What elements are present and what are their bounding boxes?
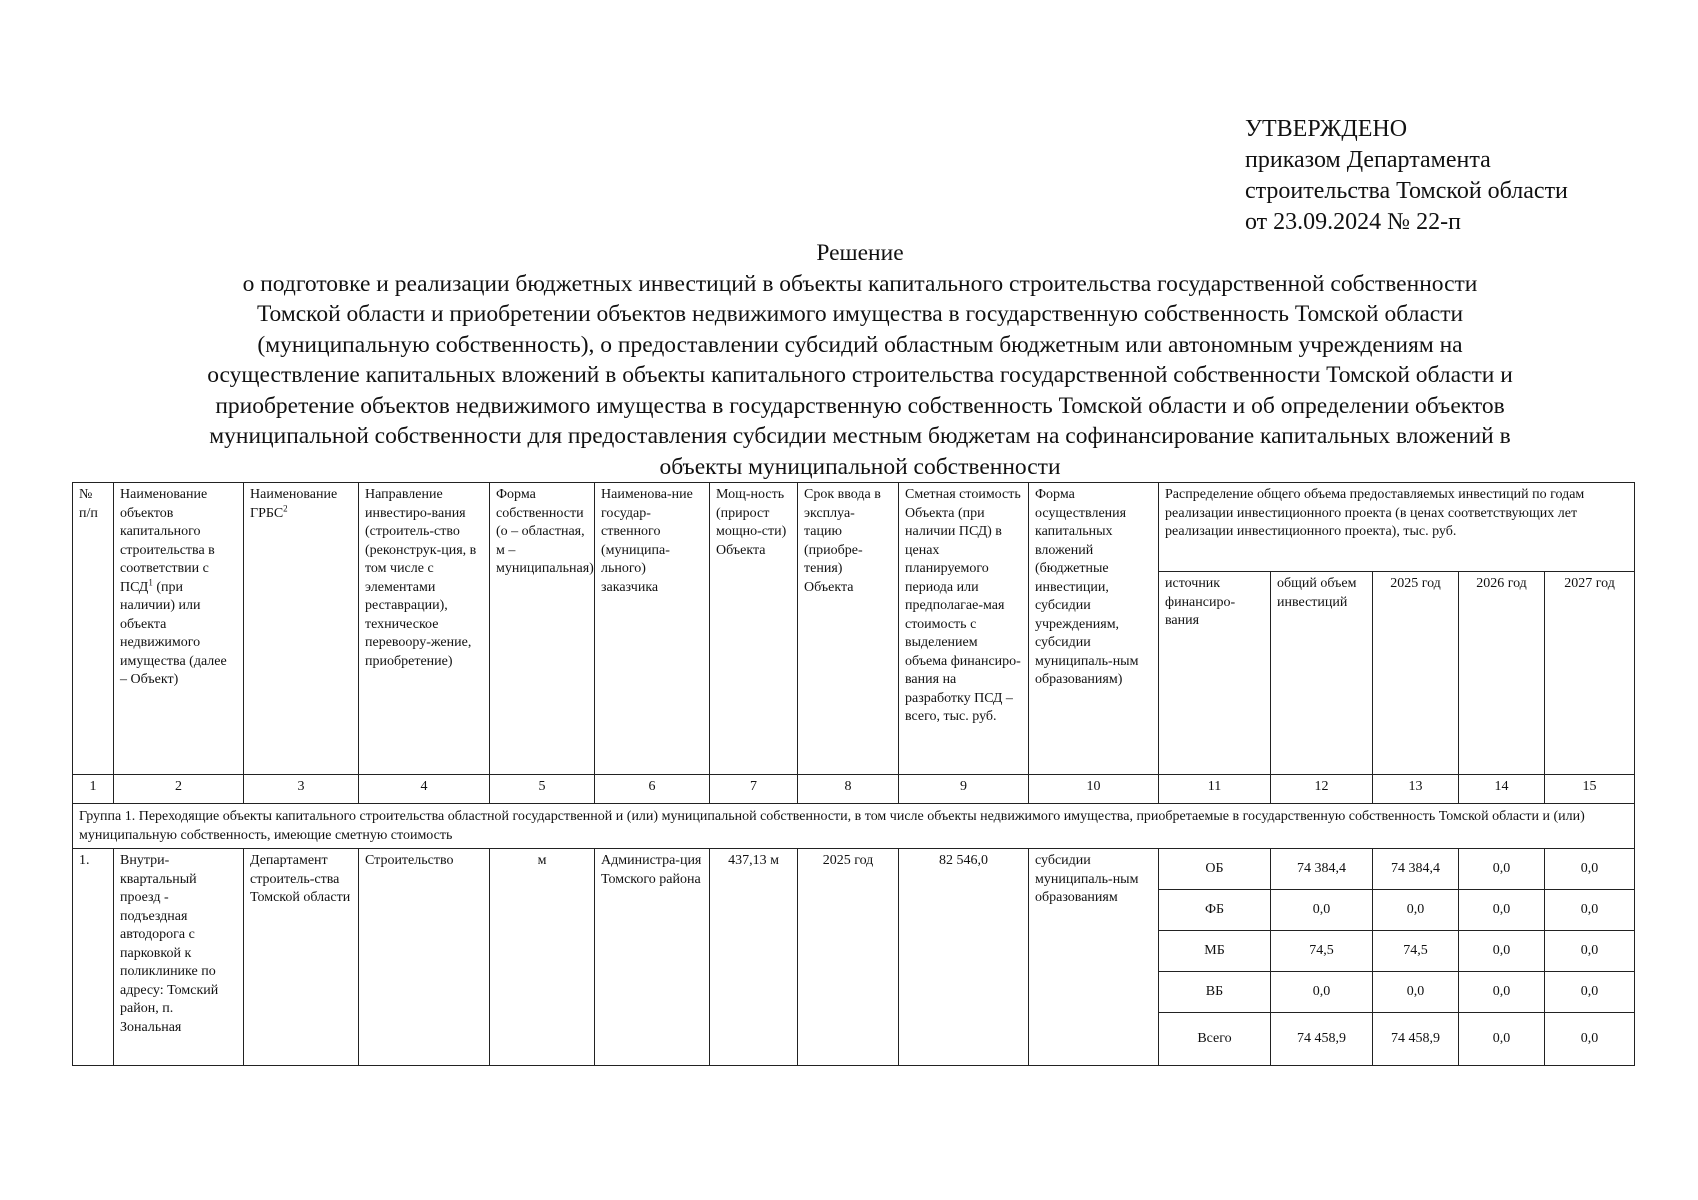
header-grbs-text: Наименование ГРБС — [250, 487, 338, 521]
column-number: 9 — [899, 775, 1029, 804]
header-distribution: Распределение общего объема предоставляемых инвестиций по годам реализации инвестиционного проекта (в ценах соответствующих лет реализации инвестиционного проекта), тыс. руб. — [1159, 483, 1635, 572]
header-2027: 2027 год — [1545, 572, 1635, 775]
row-customer: Администра-ция Томского района — [595, 849, 710, 1066]
column-number: 7 — [710, 775, 798, 804]
row-object-name: Внутри-квартальный проезд - подъездная автодорога с парковкой к поликлинике по адресу: Томский район, п. Зональная — [114, 849, 244, 1066]
header-cost: Сметная стоимость Объекта (при наличии ПСД) в ценах планируемого периода или предполагае-мая стоимость с выделением объема финансиро-вания на разработку ПСД – всего, тыс. руб. — [899, 483, 1029, 775]
header-customer: Наименова-ние государ-ственного (муниципа-льного) заказчика — [595, 483, 710, 775]
financing-2025: 0,0 — [1373, 972, 1459, 1013]
financing-source: Всего — [1159, 1013, 1271, 1066]
header-num: № п/п — [73, 483, 114, 775]
footnote-1: 1 — [148, 576, 153, 587]
financing-2025: 0,0 — [1373, 890, 1459, 931]
group-row — [73, 804, 1635, 849]
header-ownership: Форма собственности (о – областная, м – муниципальная) — [490, 483, 595, 775]
header-source: источник финансиро-вания — [1159, 572, 1271, 775]
financing-total: 74,5 — [1271, 931, 1373, 972]
column-number: 8 — [798, 775, 899, 804]
header-capacity: Мощ-ность (прирост мощно-сти) Объекта — [710, 483, 798, 775]
title-line: Томской области и приобретении объектов недвижимого имущества в государственную собственность Томской области — [256, 301, 1464, 327]
financing-2026: 0,0 — [1459, 972, 1545, 1013]
column-number: 5 — [490, 775, 595, 804]
approval-order: приказом Департамента — [1245, 147, 1491, 173]
approval-title: УТВЕРЖДЕНО — [1245, 116, 1408, 142]
financing-total: 74 384,4 — [1271, 849, 1373, 890]
row-cost: 82 546,0 — [899, 849, 1029, 1066]
financing-2026: 0,0 — [1459, 849, 1545, 890]
column-number: 2 — [114, 775, 244, 804]
financing-2026: 0,0 — [1459, 1013, 1545, 1066]
title-line: приобретение объектов недвижимого имущества в государственную собственность Томской области и об определении объектов — [215, 392, 1505, 419]
header-grbs — [244, 483, 359, 775]
column-number: 13 — [1373, 775, 1459, 804]
row-term: 2025 год — [798, 849, 899, 1066]
row-direction: Строительство — [359, 849, 490, 1066]
financing-2027: 0,0 — [1545, 1013, 1635, 1066]
financing-2027: 0,0 — [1545, 931, 1635, 972]
footnote-2: 2 — [283, 502, 288, 513]
financing-2027: 0,0 — [1545, 972, 1635, 1013]
approval-department: строительства Томской области — [1245, 178, 1568, 204]
approval-date: от 23.09.2024 № 22-п — [1245, 209, 1461, 235]
financing-source: ОБ — [1159, 849, 1271, 890]
column-number: 1 — [73, 775, 114, 804]
group-1-title: Группа 1. Переходящие объекты капитального строительства областной государственной и (или) муниципальной собственности, в том числе объекты недвижимого имущества, приобретаемые в государственную собственность Томской области и (или) муниципальную собственность, имеющие сметную стоимость — [73, 804, 1635, 849]
title-line: объекты муниципальной собственности — [659, 453, 1061, 480]
title-line: осуществление капитальных вложений в объекты капитального строительства государственной собственности Томской области и — [207, 362, 1513, 388]
column-number: 14 — [1459, 775, 1545, 804]
column-number: 11 — [1159, 775, 1271, 804]
financing-2025: 74 458,9 — [1373, 1013, 1459, 1066]
financing-2026: 0,0 — [1459, 890, 1545, 931]
financing-source: ФБ — [1159, 890, 1271, 931]
row-ownership: м — [490, 849, 595, 1066]
header-2025: 2025 год — [1373, 572, 1459, 775]
column-number: 3 — [244, 775, 359, 804]
approval-stamp — [1245, 114, 1568, 238]
header-object-name-tail: (при наличии) или объекта недвижимого имущества (далее – Объект) — [120, 579, 227, 687]
financing-2025: 74 384,4 — [1373, 849, 1459, 890]
financing-total: 0,0 — [1271, 972, 1373, 1013]
title-line: о подготовке и реализации бюджетных инвестиций в объекты капитального строительства государственной собственности — [242, 270, 1478, 297]
financing-2026: 0,0 — [1459, 931, 1545, 972]
column-number: 12 — [1271, 775, 1373, 804]
financing-total: 74 458,9 — [1271, 1013, 1373, 1066]
row-grbs: Департамент строитель-ства Томской области — [244, 849, 359, 1066]
row-num: 1. — [73, 849, 114, 1066]
financing-source: МБ — [1159, 931, 1271, 972]
row-form: субсидии муниципаль-ным образованиям — [1029, 849, 1159, 1066]
document-title — [110, 238, 1610, 482]
title-heading: Решение — [816, 240, 904, 266]
header-2026: 2026 год — [1459, 572, 1545, 775]
row-capacity: 437,13 м — [710, 849, 798, 1066]
title-line: (муниципальную собственность), о предоставлении субсидий областным бюджетным или автономным учреждениям на — [257, 331, 1463, 358]
title-line: муниципальной собственности для предоставления субсидии местным бюджетам на софинансирование капитальных вложений в — [209, 423, 1511, 449]
investment-table — [72, 482, 1635, 1066]
financing-total: 0,0 — [1271, 890, 1373, 931]
financing-2027: 0,0 — [1545, 849, 1635, 890]
header-total: общий объем инвестиций — [1271, 572, 1373, 775]
header-object-name-text: Наименование объектов капитального строительства в соответствии с ПСД — [120, 487, 215, 595]
header-term: Срок ввода в эксплуа-тацию (приобре-тения) Объекта — [798, 483, 899, 775]
financing-2025: 74,5 — [1373, 931, 1459, 972]
header-direction: Направление инвестиро-вания (строитель-ство (реконструк-ция, в том числе с элементами реставрации), техническое перевоору-жение, приобретение) — [359, 483, 490, 775]
header-row — [73, 483, 1635, 572]
financing-2027: 0,0 — [1545, 890, 1635, 931]
column-number: 6 — [595, 775, 710, 804]
column-number: 4 — [359, 775, 490, 804]
table-row — [73, 849, 1635, 890]
header-object-name — [114, 483, 244, 775]
financing-source: ВБ — [1159, 972, 1271, 1013]
column-number: 15 — [1545, 775, 1635, 804]
column-number-row — [73, 775, 1635, 804]
column-number: 10 — [1029, 775, 1159, 804]
header-form: Форма осуществления капитальных вложений (бюджетные инвестиции, субсидии учреждениям, субсидии муниципаль-ным образованиям) — [1029, 483, 1159, 775]
